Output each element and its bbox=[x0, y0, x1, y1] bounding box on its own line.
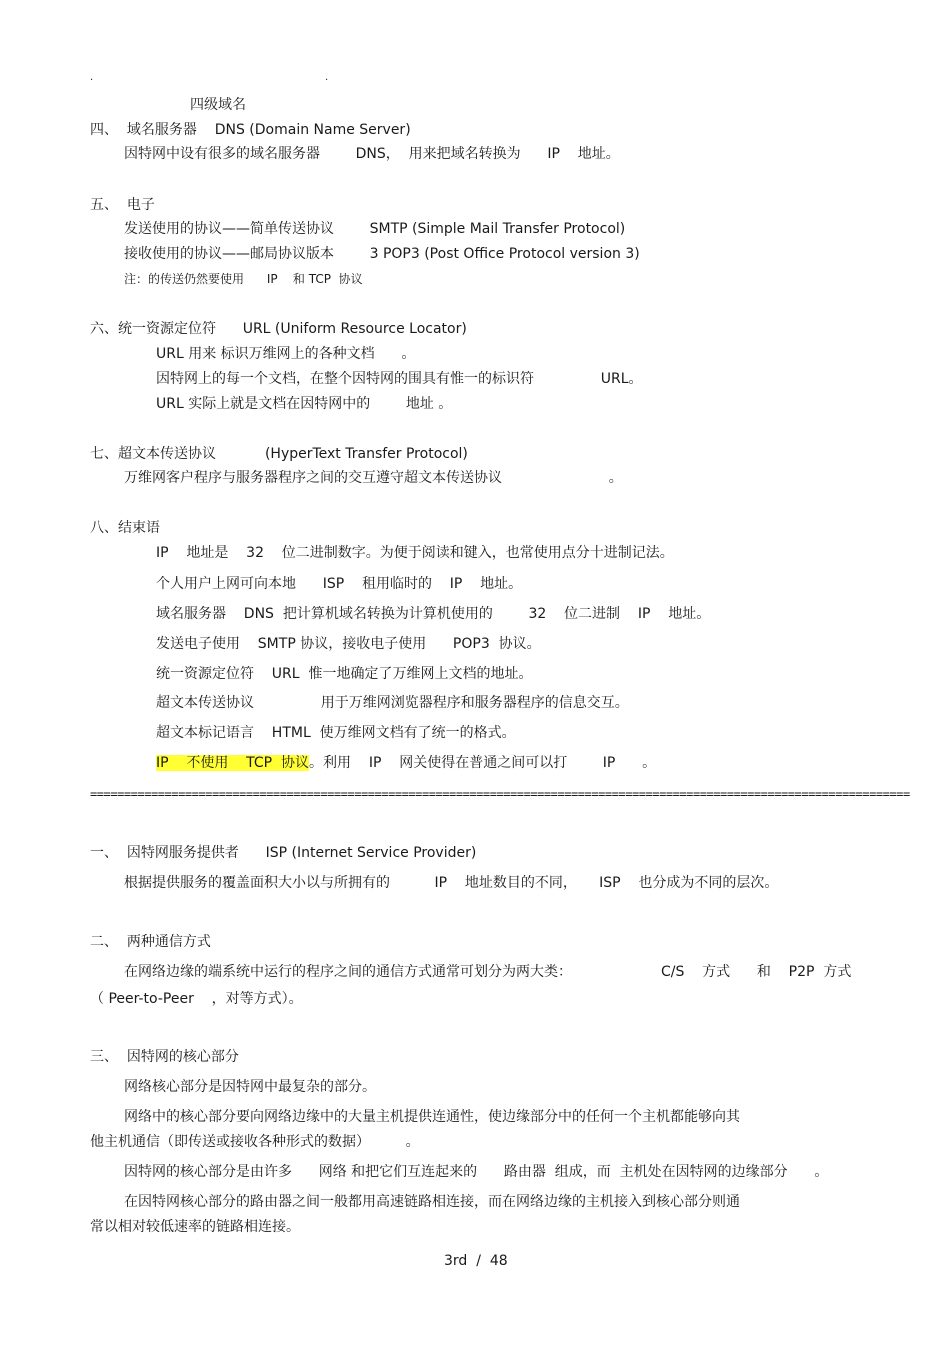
comm-mode-line-2: （ Peer-to-Peer ，对等方式）。 bbox=[90, 991, 303, 1007]
url-line-1: URL 用来 标识万维网上的各种文档 。 bbox=[156, 346, 416, 362]
core-line-3: 他主机通信（即传送或接收各种形式的数据） 。 bbox=[90, 1134, 420, 1150]
part2-section-3-heading: 三、 因特网的核心部分 bbox=[90, 1049, 239, 1065]
part2-section-2-heading: 二、 两种通信方式 bbox=[90, 934, 211, 950]
summary-line-8-rest: 。利用 IP 网关使得在普通之间可以打 IP 。 bbox=[309, 755, 657, 771]
pop3-line: 接收使用的协议——邮局协议版本 3 POP3 (Post Office Protocol version 3) bbox=[124, 246, 640, 262]
separator-rule: ========================================================================================================================= bbox=[90, 787, 910, 801]
part2-section-1-heading: 一、 因特网服务提供者 ISP (Internet Service Provider) bbox=[90, 845, 477, 861]
section-8-heading: 八、结束语 bbox=[90, 520, 160, 536]
note-line: 注：的传送仍然要使用 IP 和 TCP 协议 bbox=[124, 272, 363, 286]
summary-line-8 bbox=[156, 754, 656, 772]
core-line-1: 网络核心部分是因特网中最复杂的部分。 bbox=[124, 1079, 376, 1095]
highlighted-text: IP 不使用 TCP 协议 bbox=[156, 755, 310, 771]
smtp-line: 发送使用的协议——简单传送协议 SMTP (Simple Mail Transfer Protocol) bbox=[124, 221, 626, 237]
page-number: 3rd / 48 bbox=[444, 1253, 508, 1269]
dns-description: 因特网中设有很多的域名服务器 DNS， 用来把域名转换为 IP 地址。 bbox=[124, 146, 620, 162]
core-line-2: 网络中的核心部分要向网络边缘中的大量主机提供连通性，使边缘部分中的任何一个主机都能够向其 bbox=[124, 1109, 740, 1125]
summary-line-2: 个人用户上网可向本地 ISP 租用临时的 IP 地址。 bbox=[156, 576, 523, 592]
summary-line-3: 域名服务器 DNS 把计算机域名转换为计算机使用的 32 位二进制 IP 地址。 bbox=[156, 606, 711, 622]
summary-line-7: 超文本标记语言 HTML 使万维网文档有了统一的格式。 bbox=[156, 725, 516, 741]
core-line-4: 因特网的核心部分是由许多 网络 和把它们互连起来的 路由器 组成，而 主机处在因特网的边缘部分 。 bbox=[124, 1164, 829, 1180]
summary-line-1: IP 地址是 32 位二进制数字。为便于阅读和键入，也常使用点分十进制记法。 bbox=[156, 545, 674, 561]
section-5-heading: 五、 电子 bbox=[90, 197, 155, 213]
http-line: 万维网客户程序与服务器程序之间的交互遵守超文本传送协议 。 bbox=[124, 470, 623, 486]
section-4-heading: 四、 域名服务器 DNS (Domain Name Server) bbox=[90, 122, 411, 138]
comm-mode-line-1: 在网络边缘的端系统中运行的程序之间的通信方式通常可划分为两大类： C/S 方式 和 P2P 方式 bbox=[124, 964, 852, 980]
url-line-2: 因特网上的每一个文档，在整个因特网的围具有惟一的标识符 URL。 bbox=[156, 371, 643, 387]
summary-line-6: 超文本传送协议 用于万维网浏览器程序和服务器程序的信息交互。 bbox=[156, 695, 629, 711]
section-7-heading: 七、超文本传送协议 (HyperText Transfer Protocol) bbox=[90, 446, 468, 462]
url-line-3: URL 实际上就是文档在因特网中的 地址 。 bbox=[156, 396, 453, 412]
header-dot-right: . bbox=[325, 72, 329, 83]
summary-line-5: 统一资源定位符 URL 惟一地确定了万维网上文档的地址。 bbox=[156, 666, 533, 682]
isp-line: 根据提供服务的覆盖面积大小以与所拥有的 IP 地址数目的不同， ISP 也分成为不同的层次。 bbox=[124, 875, 779, 891]
summary-line-4: 发送电子使用 SMTP 协议，接收电子使用 POP3 协议。 bbox=[156, 636, 541, 652]
section-6-heading: 六、统一资源定位符 URL (Uniform Resource Locator) bbox=[90, 321, 467, 337]
header-dot-left: . bbox=[90, 72, 94, 83]
fourth-level-domain: 四级域名 bbox=[190, 97, 246, 113]
core-line-5: 在因特网核心部分的路由器之间一般都用高速链路相连接，而在网络边缘的主机接入到核心部分则通 bbox=[124, 1194, 740, 1210]
core-line-6: 常以相对较低速率的链路相连接。 bbox=[90, 1219, 300, 1235]
